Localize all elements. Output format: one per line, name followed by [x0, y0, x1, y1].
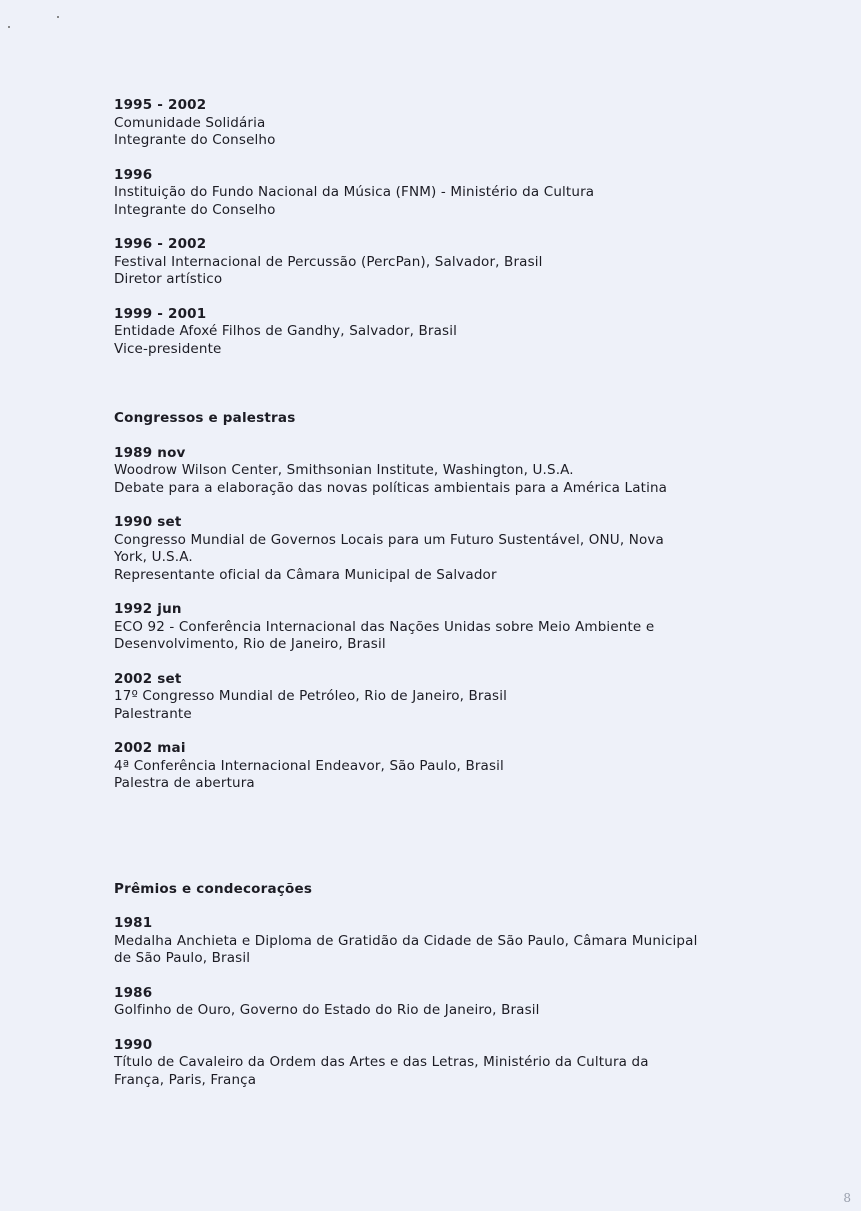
entry-year: 1989 nov: [114, 444, 186, 461]
scan-speck: [8, 26, 10, 28]
entry-year: 1981: [114, 915, 153, 931]
entry-year: 1990 set: [114, 514, 182, 530]
entry-year: 2002 mai: [114, 740, 186, 756]
spacer: [114, 219, 754, 236]
entry-line: Medalha Anchieta e Diploma de Gratidão da Cidade de São Paulo, Câmara Municipal: [114, 932, 698, 949]
entry-line: Entidade Afoxé Filhos de Gandhy, Salvador, Brasil: [114, 323, 458, 339]
entry-line: Woodrow Wilson Center, Smithsonian Institute, Washington, U.S.A.: [114, 462, 574, 478]
entry: [114, 1037, 754, 1090]
document-body: [114, 97, 754, 1089]
entry-line: 17º Congresso Mundial de Petróleo, Rio de Janeiro, Brasil: [114, 688, 508, 704]
entry-line: Desenvolvimento, Rio de Janeiro, Brasil: [114, 636, 386, 652]
entry-line: ECO 92 - Conferência Internacional das Nações Unidas sobre Meio Ambiente e: [114, 618, 655, 635]
entry: [114, 601, 754, 654]
entry-line: Golfinho de Ouro, Governo do Estado do Rio de Janeiro, Brasil: [114, 1002, 540, 1018]
section-title: Congressos e palestras: [114, 410, 296, 426]
entry-line: Congresso Mundial de Governos Locais para um Futuro Sustentável, ONU, Nova: [114, 531, 664, 548]
entry: [114, 97, 754, 150]
spacer: [114, 1020, 754, 1037]
entry-line: Diretor artístico: [114, 271, 223, 287]
entry-line: Debate para a elaboração das novas políticas ambientais para a América Latina: [114, 479, 668, 496]
spacer: [114, 150, 754, 167]
entry: [114, 740, 754, 793]
spacer: [114, 898, 754, 915]
spacer: [114, 428, 754, 445]
entry-line: Vice-presidente: [114, 340, 222, 357]
spacer: [114, 497, 754, 514]
spacer: [114, 968, 754, 985]
entry-year: 1999 - 2001: [114, 305, 207, 322]
entry: [114, 671, 754, 724]
section: [114, 410, 754, 793]
entry-line: Integrante do Conselho: [114, 132, 276, 148]
entry-line: França, Paris, França: [114, 1071, 257, 1088]
entry: [114, 306, 754, 359]
entry-line: Comunidade Solidária: [114, 114, 266, 131]
entry-year: 1995 - 2002: [114, 97, 207, 113]
entry-year: 1996 - 2002: [114, 236, 207, 252]
spacer: [114, 584, 754, 601]
section: [114, 97, 754, 358]
entry-year: 1992 jun: [114, 601, 182, 617]
entry-line: Festival Internacional de Percussão (PercPan), Salvador, Brasil: [114, 253, 543, 270]
entry: [114, 514, 754, 584]
entry-year: 1996: [114, 166, 153, 183]
entry-line: 4ª Conferência Internacional Endeavor, São Paulo, Brasil: [114, 757, 504, 774]
section-title: Prêmios e condecorações: [114, 880, 313, 897]
entry-year: 1986: [114, 984, 153, 1001]
entry: [114, 985, 754, 1020]
entry: [114, 167, 754, 220]
entry-line: Instituição do Fundo Nacional da Música (FNM) - Ministério da Cultura: [114, 184, 595, 200]
entry: [114, 445, 754, 498]
entry-line: Palestrante: [114, 705, 192, 722]
entry-line: York, U.S.A.: [114, 549, 193, 565]
entry-year: 1990: [114, 1036, 153, 1053]
entry-line: de São Paulo, Brasil: [114, 950, 251, 966]
entry-line: Palestra de abertura: [114, 775, 255, 791]
section: [114, 881, 754, 1090]
spacer: [114, 654, 754, 671]
entry-line: Integrante do Conselho: [114, 201, 276, 218]
page-number: 8: [843, 1191, 851, 1205]
entry: [114, 236, 754, 289]
spacer: [114, 723, 754, 740]
entry-year: 2002 set: [114, 670, 182, 687]
entry: [114, 915, 754, 968]
entry-line: Representante oficial da Câmara Municipal de Salvador: [114, 566, 497, 583]
spacer: [114, 289, 754, 306]
entry-line: Título de Cavaleiro da Ordem das Artes e das Letras, Ministério da Cultura da: [114, 1054, 649, 1070]
scan-speck: [57, 16, 59, 18]
